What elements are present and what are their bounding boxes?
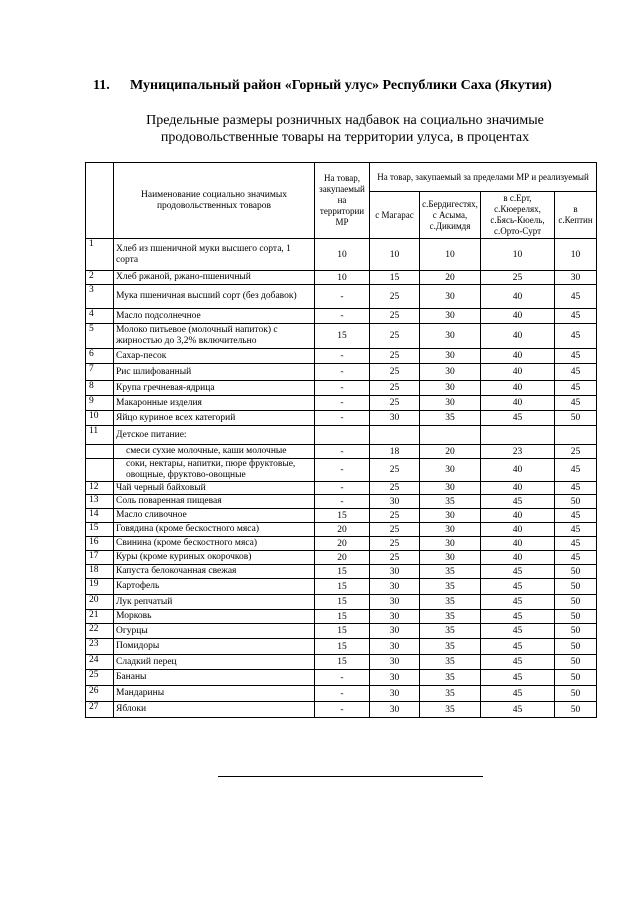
markup-value: 45 bbox=[555, 509, 597, 523]
product-name: Крупа гречневая-ядрица bbox=[114, 381, 315, 396]
markup-value: 30 bbox=[370, 639, 420, 655]
markup-value: 40 bbox=[481, 324, 555, 349]
markup-value: 30 bbox=[420, 364, 481, 381]
markup-value: 45 bbox=[555, 285, 597, 309]
row-number: 15 bbox=[86, 523, 114, 537]
product-name: Соль поваренная пищевая bbox=[114, 495, 315, 509]
markup-value: 50 bbox=[555, 686, 597, 702]
markup-value: 25 bbox=[555, 445, 597, 459]
markup-value: 30 bbox=[420, 349, 481, 364]
markup-value: 45 bbox=[481, 495, 555, 509]
markup-value: 15 bbox=[315, 324, 370, 349]
row-number bbox=[86, 459, 114, 482]
product-name: Молоко питьевое (молочный напиток) с жирностью до 3,2% включительно bbox=[114, 324, 315, 349]
table-row bbox=[86, 495, 597, 509]
section-title: Муниципальный район «Горный улус» Республики Саха (Якутия) bbox=[130, 78, 552, 93]
markup-value: 45 bbox=[555, 396, 597, 411]
markup-value: 30 bbox=[370, 624, 420, 639]
markup-value: 50 bbox=[555, 579, 597, 595]
markup-value: 25 bbox=[370, 537, 420, 551]
caption-line: Предельные размеры розничных надбавок на социально значимые bbox=[146, 113, 544, 128]
markup-value: 35 bbox=[420, 686, 481, 702]
product-name: Детское питание: bbox=[114, 426, 315, 445]
table-row bbox=[86, 309, 597, 324]
markup-value: - bbox=[315, 459, 370, 482]
markup-value: 45 bbox=[481, 702, 555, 718]
markup-value: 45 bbox=[555, 459, 597, 482]
markup-value: 50 bbox=[555, 702, 597, 718]
markup-value: 40 bbox=[481, 396, 555, 411]
product-name: Капуста белокочанная свежая bbox=[114, 565, 315, 579]
product-name: Сладкий перец bbox=[114, 655, 315, 670]
markup-value: 45 bbox=[481, 579, 555, 595]
markup-value: 10 bbox=[315, 271, 370, 285]
markup-value: 25 bbox=[370, 551, 420, 565]
row-number: 27 bbox=[86, 702, 114, 718]
markup-value: 45 bbox=[481, 595, 555, 610]
markup-value: 50 bbox=[555, 411, 597, 426]
row-number: 20 bbox=[86, 595, 114, 610]
row-number: 1 bbox=[86, 239, 114, 271]
markup-value: 40 bbox=[481, 459, 555, 482]
header-number-cell bbox=[86, 163, 114, 239]
table-row bbox=[86, 537, 597, 551]
markup-value: 40 bbox=[481, 309, 555, 324]
markup-value: 25 bbox=[370, 285, 420, 309]
markup-value: 10 bbox=[481, 239, 555, 271]
markup-value: 45 bbox=[481, 565, 555, 579]
markup-value: 35 bbox=[420, 670, 481, 686]
header-product-name: Наименование социально значимых продовольственных товаров bbox=[114, 163, 315, 239]
markup-value: 35 bbox=[420, 579, 481, 595]
product-name: Бананы bbox=[114, 670, 315, 686]
markup-value: 45 bbox=[481, 610, 555, 624]
header-sub-keptin: в с.Кептин bbox=[555, 192, 597, 239]
table-row bbox=[86, 271, 597, 285]
markup-value: 45 bbox=[555, 523, 597, 537]
row-number: 2 bbox=[86, 271, 114, 285]
markup-value: - bbox=[315, 445, 370, 459]
markup-value: 20 bbox=[315, 537, 370, 551]
product-name: Масло сливочное bbox=[114, 509, 315, 523]
markup-value: 40 bbox=[481, 509, 555, 523]
row-number: 18 bbox=[86, 565, 114, 579]
product-name: Сахар-песок bbox=[114, 349, 315, 364]
markup-value: 35 bbox=[420, 411, 481, 426]
markup-value bbox=[481, 426, 555, 445]
table-row bbox=[86, 381, 597, 396]
markup-value: 15 bbox=[315, 595, 370, 610]
row-number: 24 bbox=[86, 655, 114, 670]
markup-value: 45 bbox=[481, 670, 555, 686]
markup-value: 25 bbox=[370, 381, 420, 396]
table-row bbox=[86, 364, 597, 381]
section-heading bbox=[93, 78, 613, 94]
markup-value: 50 bbox=[555, 670, 597, 686]
markup-value: 45 bbox=[481, 624, 555, 639]
markup-value: 35 bbox=[420, 624, 481, 639]
markup-value: 30 bbox=[370, 702, 420, 718]
row-number: 17 bbox=[86, 551, 114, 565]
markup-value: 25 bbox=[481, 271, 555, 285]
table-row bbox=[86, 655, 597, 670]
row-number: 7 bbox=[86, 364, 114, 381]
markup-value: 35 bbox=[420, 565, 481, 579]
markup-value: 15 bbox=[315, 565, 370, 579]
table-row bbox=[86, 445, 597, 459]
product-name: Яйцо куриное всех категорий bbox=[114, 411, 315, 426]
markup-value: - bbox=[315, 381, 370, 396]
product-name: соки, нектары, напитки, пюре фруктовые, овощные, фруктово-овощные bbox=[114, 459, 315, 482]
markup-value: 25 bbox=[370, 523, 420, 537]
markup-value: 40 bbox=[481, 364, 555, 381]
markup-value: 50 bbox=[555, 495, 597, 509]
bottom-rule bbox=[218, 776, 483, 777]
markup-value: 15 bbox=[315, 579, 370, 595]
markup-value: 40 bbox=[481, 381, 555, 396]
markup-value: 45 bbox=[481, 411, 555, 426]
markup-value: 45 bbox=[481, 655, 555, 670]
markup-value: 25 bbox=[370, 482, 420, 495]
markup-value: 25 bbox=[370, 459, 420, 482]
markup-value: 45 bbox=[555, 551, 597, 565]
table-row bbox=[86, 426, 597, 445]
markup-value: 35 bbox=[420, 639, 481, 655]
product-name: Огурцы bbox=[114, 624, 315, 639]
markup-value: 25 bbox=[370, 324, 420, 349]
table-row bbox=[86, 670, 597, 686]
table-row bbox=[86, 610, 597, 624]
markup-value: 45 bbox=[555, 309, 597, 324]
table-row bbox=[86, 509, 597, 523]
markup-value: 40 bbox=[481, 285, 555, 309]
markup-value: 45 bbox=[555, 482, 597, 495]
table-row bbox=[86, 459, 597, 482]
markup-value: 30 bbox=[370, 670, 420, 686]
row-number: 14 bbox=[86, 509, 114, 523]
product-name: Помидоры bbox=[114, 639, 315, 655]
markup-value: 30 bbox=[370, 579, 420, 595]
markup-value: 23 bbox=[481, 445, 555, 459]
markup-value: - bbox=[315, 396, 370, 411]
markup-value: 30 bbox=[420, 537, 481, 551]
row-number: 26 bbox=[86, 686, 114, 702]
markup-value bbox=[420, 426, 481, 445]
markup-value: 35 bbox=[420, 610, 481, 624]
header-outside-group: На товар, закупаемый за пределами МР и реализуемый bbox=[370, 163, 597, 192]
row-number: 3 bbox=[86, 285, 114, 309]
markup-value: 45 bbox=[555, 381, 597, 396]
header-sub-ert: в с.Ерт, с.Кюерелях, с.Бясь-Кюель, с.Орто-Сурт bbox=[481, 192, 555, 239]
markup-value: - bbox=[315, 686, 370, 702]
markup-value: 45 bbox=[481, 686, 555, 702]
markup-value: 25 bbox=[370, 396, 420, 411]
markup-value: - bbox=[315, 309, 370, 324]
product-name: Говядина (кроме бескостного мяса) bbox=[114, 523, 315, 537]
markup-value bbox=[370, 426, 420, 445]
table-row bbox=[86, 482, 597, 495]
product-name: Свинина (кроме бескостного мяса) bbox=[114, 537, 315, 551]
row-number: 13 bbox=[86, 495, 114, 509]
table-row bbox=[86, 702, 597, 718]
table-row bbox=[86, 686, 597, 702]
row-number: 16 bbox=[86, 537, 114, 551]
markup-value: 30 bbox=[420, 459, 481, 482]
product-name: Мука пшеничная высший сорт (без добавок) bbox=[114, 285, 315, 309]
markup-value: 30 bbox=[420, 482, 481, 495]
markup-value: 20 bbox=[420, 445, 481, 459]
markup-value: 40 bbox=[481, 482, 555, 495]
markup-value: 30 bbox=[370, 610, 420, 624]
table-row bbox=[86, 349, 597, 364]
table-row bbox=[86, 624, 597, 639]
markup-value: 25 bbox=[370, 364, 420, 381]
product-name: Мандарины bbox=[114, 686, 315, 702]
markup-value: - bbox=[315, 702, 370, 718]
row-number: 19 bbox=[86, 579, 114, 595]
markup-value: 15 bbox=[315, 624, 370, 639]
markup-value: 35 bbox=[420, 595, 481, 610]
markup-value: 30 bbox=[420, 285, 481, 309]
markup-value: 50 bbox=[555, 655, 597, 670]
markup-value: 30 bbox=[420, 551, 481, 565]
markup-value: 30 bbox=[420, 309, 481, 324]
product-name: Рис шлифованный bbox=[114, 364, 315, 381]
markup-value: 15 bbox=[370, 271, 420, 285]
table-row bbox=[86, 595, 597, 610]
row-number: 22 bbox=[86, 624, 114, 639]
markup-value: 30 bbox=[420, 396, 481, 411]
markup-value: 50 bbox=[555, 610, 597, 624]
row-number: 10 bbox=[86, 411, 114, 426]
row-number: 6 bbox=[86, 349, 114, 364]
markup-value bbox=[555, 426, 597, 445]
markup-value: 18 bbox=[370, 445, 420, 459]
row-number: 21 bbox=[86, 610, 114, 624]
markup-value: 10 bbox=[420, 239, 481, 271]
markup-value: 25 bbox=[370, 349, 420, 364]
table-row bbox=[86, 579, 597, 595]
row-number: 23 bbox=[86, 639, 114, 655]
product-name: Хлеб из пшеничной муки высшего сорта, 1 сорта bbox=[114, 239, 315, 271]
product-name: Макаронные изделия bbox=[114, 396, 315, 411]
table-row bbox=[86, 285, 597, 309]
markup-value: 30 bbox=[420, 324, 481, 349]
row-number: 4 bbox=[86, 309, 114, 324]
table-caption bbox=[110, 112, 580, 146]
markup-value: 25 bbox=[370, 509, 420, 523]
header-local: На товар, закупаемый на территории МР bbox=[315, 163, 370, 239]
row-number: 5 bbox=[86, 324, 114, 349]
markup-value: 20 bbox=[420, 271, 481, 285]
markup-value: 40 bbox=[481, 349, 555, 364]
table-row bbox=[86, 639, 597, 655]
markup-value: 20 bbox=[315, 551, 370, 565]
table-row bbox=[86, 565, 597, 579]
markup-value: 30 bbox=[370, 686, 420, 702]
row-number bbox=[86, 445, 114, 459]
table-body bbox=[86, 239, 597, 718]
markup-value: 10 bbox=[370, 239, 420, 271]
product-name: Куры (кроме куриных окорочков) bbox=[114, 551, 315, 565]
markup-value: 45 bbox=[481, 639, 555, 655]
markup-value: 45 bbox=[555, 537, 597, 551]
markup-value: 15 bbox=[315, 509, 370, 523]
row-number: 25 bbox=[86, 670, 114, 686]
markup-value: 30 bbox=[370, 495, 420, 509]
markup-value: 15 bbox=[315, 655, 370, 670]
markup-value: - bbox=[315, 670, 370, 686]
markup-value: 45 bbox=[555, 324, 597, 349]
table-row bbox=[86, 411, 597, 426]
section-number: 11. bbox=[93, 78, 110, 93]
table-row bbox=[86, 239, 597, 271]
markup-value: 35 bbox=[420, 655, 481, 670]
markup-value: 45 bbox=[555, 364, 597, 381]
markup-value: 30 bbox=[555, 271, 597, 285]
markup-value: 10 bbox=[555, 239, 597, 271]
markup-value: 30 bbox=[420, 523, 481, 537]
row-number: 8 bbox=[86, 381, 114, 396]
markup-value: 45 bbox=[555, 349, 597, 364]
markup-value: 50 bbox=[555, 565, 597, 579]
table-row bbox=[86, 551, 597, 565]
product-name: Яблоки bbox=[114, 702, 315, 718]
table-row bbox=[86, 396, 597, 411]
markup-value: 35 bbox=[420, 495, 481, 509]
product-name: Хлеб ржаной, ржано-пшеничный bbox=[114, 271, 315, 285]
markup-value: - bbox=[315, 349, 370, 364]
markup-value: 35 bbox=[420, 702, 481, 718]
product-name: Морковь bbox=[114, 610, 315, 624]
header-sub-magaras: с Магарас bbox=[370, 192, 420, 239]
header-sub-berdigestyakh: с.Бердигестях, с Асыма, с.Дикимдя bbox=[420, 192, 481, 239]
markup-value: 20 bbox=[315, 523, 370, 537]
markup-value: - bbox=[315, 495, 370, 509]
markup-value: 30 bbox=[420, 381, 481, 396]
markup-value: 50 bbox=[555, 595, 597, 610]
markup-value: 15 bbox=[315, 639, 370, 655]
product-name: Масло подсолнечное bbox=[114, 309, 315, 324]
markup-value: 15 bbox=[315, 610, 370, 624]
row-number: 12 bbox=[86, 482, 114, 495]
markup-value: - bbox=[315, 364, 370, 381]
markup-table bbox=[85, 162, 597, 718]
markup-value: 10 bbox=[315, 239, 370, 271]
markup-value: 50 bbox=[555, 639, 597, 655]
markup-value: 40 bbox=[481, 551, 555, 565]
product-name: смеси сухие молочные, каши молочные bbox=[114, 445, 315, 459]
table-row bbox=[86, 523, 597, 537]
markup-value: 30 bbox=[370, 411, 420, 426]
table-row bbox=[86, 324, 597, 349]
markup-value: 30 bbox=[370, 655, 420, 670]
product-name: Лук репчатый bbox=[114, 595, 315, 610]
markup-value: - bbox=[315, 285, 370, 309]
markup-value: 40 bbox=[481, 523, 555, 537]
row-number: 9 bbox=[86, 396, 114, 411]
markup-value bbox=[315, 426, 370, 445]
markup-value: 40 bbox=[481, 537, 555, 551]
markup-value: 30 bbox=[370, 565, 420, 579]
caption-line: продовольственные товары на территории улуса, в процентах bbox=[160, 130, 530, 145]
markup-value: - bbox=[315, 411, 370, 426]
markup-value: 50 bbox=[555, 624, 597, 639]
product-name: Чай черный байховый bbox=[114, 482, 315, 495]
row-number: 11 bbox=[86, 426, 114, 445]
markup-value: 30 bbox=[370, 595, 420, 610]
markup-value: - bbox=[315, 482, 370, 495]
product-name: Картофель bbox=[114, 579, 315, 595]
markup-value: 30 bbox=[420, 509, 481, 523]
markup-value: 25 bbox=[370, 309, 420, 324]
